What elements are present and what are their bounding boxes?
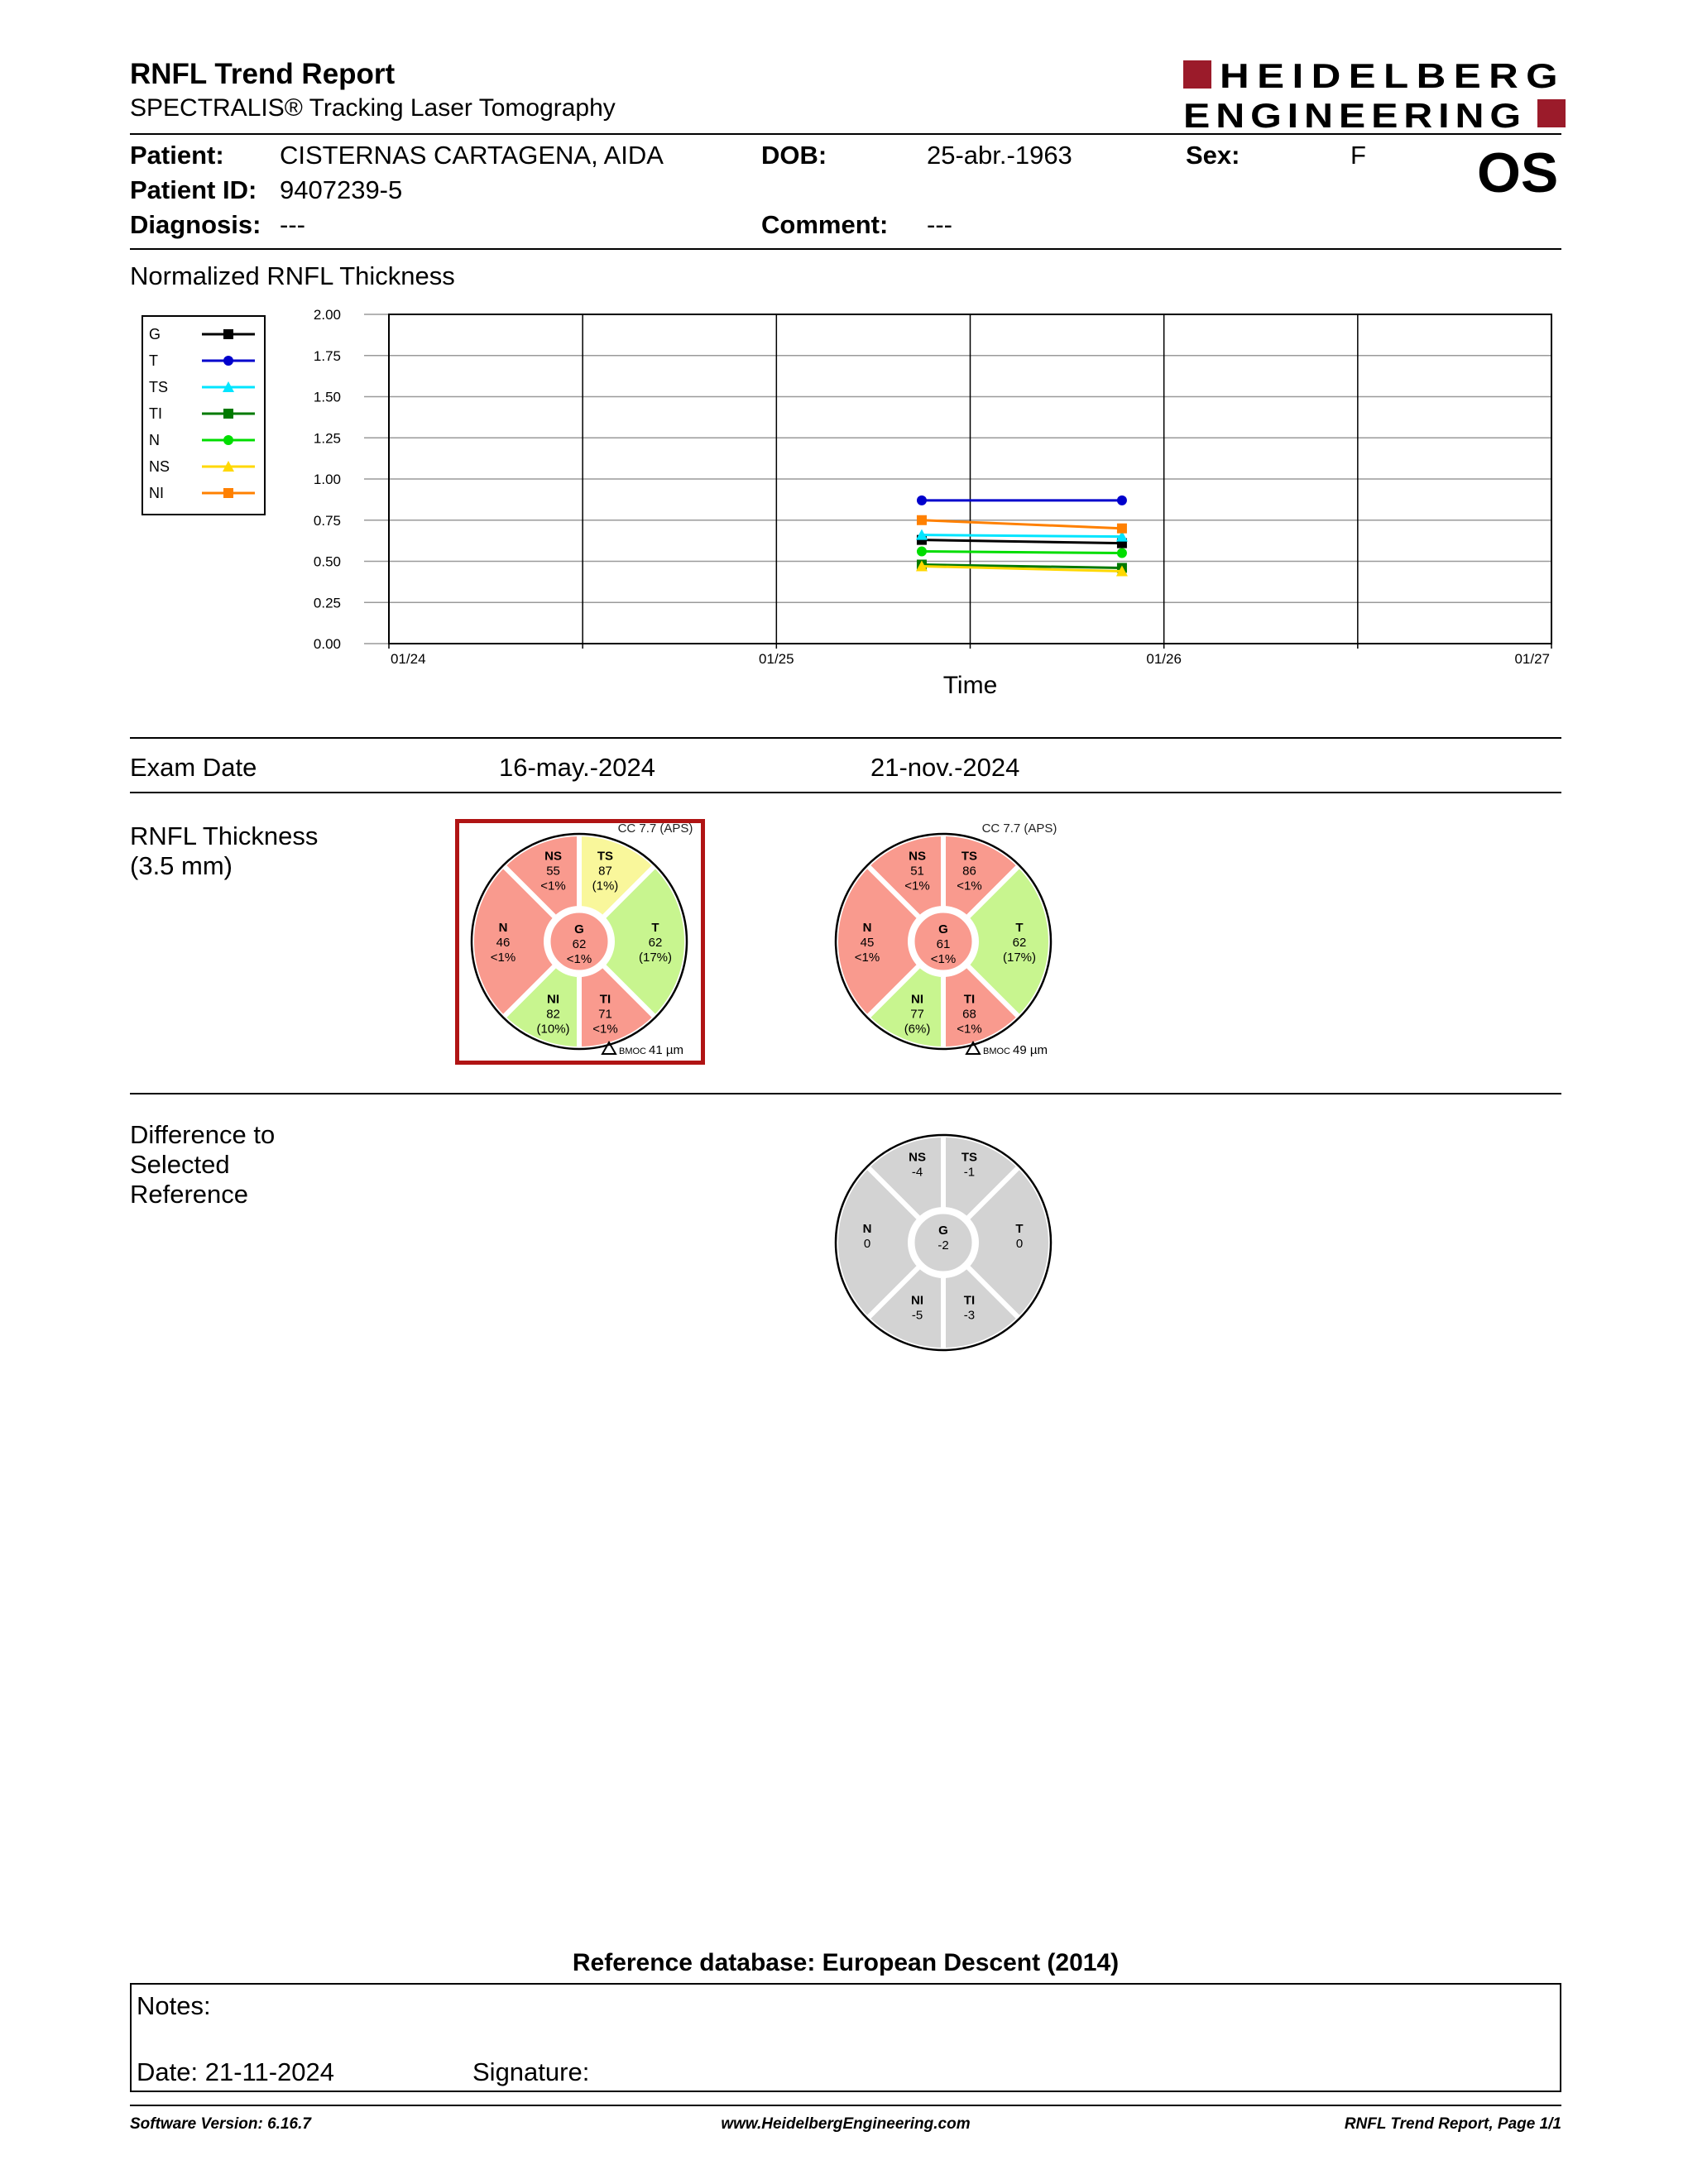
y-tick-label: 1.00 xyxy=(313,472,341,487)
data-point-t xyxy=(1117,496,1127,505)
sector-value-g: 61 xyxy=(936,937,951,951)
sector-percentile-g: <1% xyxy=(930,952,957,966)
sector-value-ni: 82 xyxy=(546,1007,560,1022)
difference-wheel xyxy=(827,1133,1076,1382)
legend-label: TS xyxy=(149,379,169,395)
difference-label-2: Selected xyxy=(130,1150,230,1179)
sector-name-n: N xyxy=(498,921,508,935)
y-tick-label: 1.50 xyxy=(313,389,341,405)
chart-title: Normalized RNFL Thickness xyxy=(130,261,455,290)
dob-value: 25-abr.-1963 xyxy=(927,141,1072,170)
sector-value-ts: 87 xyxy=(598,864,612,879)
y-tick-label: 1.75 xyxy=(313,347,341,364)
series-line-n xyxy=(922,552,1122,553)
patient-label: Patient: xyxy=(130,141,224,170)
heidelberg-logo xyxy=(1183,58,1568,134)
sector-value-g: -2 xyxy=(938,1238,949,1252)
bmoc-value: 41 µm xyxy=(649,1043,683,1057)
legend-label: NS xyxy=(149,458,170,475)
y-tick-label: 0.25 xyxy=(313,595,341,611)
legend-marker xyxy=(223,488,233,498)
sector-name-ns: NS xyxy=(544,849,562,864)
logo-line2: ENGINEERING xyxy=(1183,96,1527,134)
sector-value-ti: 68 xyxy=(962,1007,976,1022)
sector-percentile-ts: <1% xyxy=(957,879,982,893)
sector-name-g: G xyxy=(574,922,584,936)
sector-percentile-ni: (6%) xyxy=(904,1022,931,1037)
patient-id-value: 9407239-5 xyxy=(280,175,403,204)
sector-value-ts: 86 xyxy=(962,864,976,879)
legend-label: NI xyxy=(149,485,164,501)
patient-name: CISTERNAS CARTAGENA, AIDA xyxy=(280,141,664,170)
cc-quality-label: CC 7.7 (APS) xyxy=(981,821,1057,836)
sector-percentile-ti: <1% xyxy=(592,1022,618,1037)
report-subtitle: SPECTRALIS® Tracking Laser Tomography xyxy=(130,94,616,122)
data-point-t xyxy=(917,496,927,505)
legend-label: G xyxy=(149,326,161,342)
legend-marker xyxy=(223,356,233,366)
page-number: RNFL Trend Report, Page 1/1 xyxy=(1344,2115,1561,2133)
sector-name-n: N xyxy=(862,1222,872,1236)
sector-value-ts: -1 xyxy=(963,1165,976,1180)
sector-percentile-t: (17%) xyxy=(1002,951,1037,965)
series-line-g xyxy=(922,540,1122,544)
logo-square-bottom xyxy=(1537,99,1566,127)
sector-percentile-ns: <1% xyxy=(540,879,566,893)
date-label: Date: 21-11-2024 xyxy=(137,2057,334,2086)
sector-name-ni: NI xyxy=(911,992,924,1007)
series-line-ts xyxy=(922,535,1122,537)
logo-line1: HEIDELBERG xyxy=(1220,58,1566,95)
trend-chart xyxy=(124,298,1572,711)
exam-date-1: 16-may.-2024 xyxy=(499,753,655,782)
difference-label-3: Reference xyxy=(130,1180,249,1209)
diagnosis-label: Diagnosis: xyxy=(130,210,261,239)
difference-label-1: Difference to xyxy=(130,1120,276,1149)
sector-name-ti: TI xyxy=(963,992,976,1007)
sector-name-t: T xyxy=(1015,921,1024,935)
sector-percentile-n: <1% xyxy=(854,951,880,965)
logo-square-top xyxy=(1183,60,1211,89)
sector-percentile-g: <1% xyxy=(566,952,592,966)
sector-percentile-ni: (10%) xyxy=(536,1022,570,1037)
sector-value-ns: 55 xyxy=(546,864,560,879)
sector-percentile-ns: <1% xyxy=(904,879,930,893)
comment-label: Comment: xyxy=(761,210,889,239)
x-tick-label: 01/25 xyxy=(759,651,794,667)
reference-database: Reference database: European Descent (2014) xyxy=(572,1949,1120,1976)
sector-name-n: N xyxy=(862,921,872,935)
comment-value: --- xyxy=(927,210,952,239)
data-point-n xyxy=(1117,548,1127,558)
sector-value-ti: 71 xyxy=(598,1007,612,1022)
sector-name-ts: TS xyxy=(961,849,978,864)
legend-marker xyxy=(223,435,233,445)
sector-value-g: 62 xyxy=(572,937,587,951)
sector-value-t: 62 xyxy=(648,936,663,950)
x-tick-label: 01/24 xyxy=(391,651,426,667)
y-tick-label: 1.25 xyxy=(313,430,341,447)
sector-value-ns: -4 xyxy=(911,1165,923,1180)
sector-percentile-ts: (1%) xyxy=(592,879,619,893)
report-title: RNFL Trend Report xyxy=(130,58,396,90)
sector-percentile-ti: <1% xyxy=(957,1022,982,1037)
y-tick-label: 0.00 xyxy=(313,636,341,652)
bmoc-label: BMOC xyxy=(983,1046,1010,1056)
sector-value-n: 0 xyxy=(863,1237,871,1251)
sector-percentile-n: <1% xyxy=(490,951,516,965)
sector-value-ni: -5 xyxy=(911,1308,923,1323)
patient-id-label: Patient ID: xyxy=(130,175,257,204)
legend-marker xyxy=(223,409,233,419)
cc-quality-label: CC 7.7 (APS) xyxy=(617,821,693,836)
y-tick-label: 0.50 xyxy=(313,553,341,570)
diagnosis-value: --- xyxy=(280,210,305,239)
y-tick-label: 0.75 xyxy=(313,512,341,529)
legend-label: N xyxy=(149,432,160,448)
sector-name-ni: NI xyxy=(547,992,560,1007)
software-version: Software Version: 6.16.7 xyxy=(130,2115,311,2133)
bmoc-value: 49 µm xyxy=(1013,1043,1048,1057)
legend-label: TI xyxy=(149,405,162,422)
sector-value-ns: 51 xyxy=(910,864,924,879)
sector-value-n: 45 xyxy=(860,936,875,950)
legend-label: T xyxy=(149,352,158,369)
rnfl-wheel-exam-1[interactable] xyxy=(463,819,712,1067)
sector-name-g: G xyxy=(938,1224,948,1238)
sector-name-t: T xyxy=(651,921,659,935)
data-point-n xyxy=(917,547,927,557)
sector-name-ts: TS xyxy=(597,849,614,864)
notes-box[interactable] xyxy=(130,1983,1561,2092)
sector-name-ti: TI xyxy=(599,992,611,1007)
signature-label: Signature: xyxy=(472,2057,590,2086)
legend-marker xyxy=(223,329,233,339)
x-tick-label: 01/27 xyxy=(1514,651,1550,667)
y-tick-label: 2.00 xyxy=(313,307,341,323)
sex-label: Sex: xyxy=(1186,141,1240,170)
sector-percentile-t: (17%) xyxy=(638,951,673,965)
exam-date-2: 21-nov.-2024 xyxy=(870,753,1020,782)
rnfl-wheel-exam-2[interactable] xyxy=(827,819,1101,1067)
sector-name-ns: NS xyxy=(909,1150,926,1165)
sector-value-t: 0 xyxy=(1015,1237,1024,1251)
series-line-ni xyxy=(922,520,1122,529)
rnfl-label-1: RNFL Thickness xyxy=(130,821,319,850)
sector-name-ts: TS xyxy=(961,1150,978,1165)
notes-label: Notes: xyxy=(137,1991,211,2020)
sex-value: F xyxy=(1350,141,1366,170)
sector-value-ti: -3 xyxy=(963,1308,976,1323)
rnfl-label-2: (3.5 mm) xyxy=(130,851,233,880)
x-axis-label: Time xyxy=(942,672,998,699)
eye-laterality: OS xyxy=(1477,141,1559,204)
website-link[interactable]: www.HeidelbergEngineering.com xyxy=(721,2115,971,2133)
exam-date-label: Exam Date xyxy=(130,753,257,782)
sector-value-n: 46 xyxy=(496,936,511,950)
sector-name-ti: TI xyxy=(963,1293,976,1308)
x-tick-label: 01/26 xyxy=(1146,651,1182,667)
bmoc-label: BMOC xyxy=(619,1046,646,1056)
sector-name-ni: NI xyxy=(911,1293,924,1308)
data-point-ni xyxy=(917,515,927,525)
sector-value-t: 62 xyxy=(1012,936,1027,950)
data-point-ni xyxy=(1117,524,1127,534)
sector-value-ni: 77 xyxy=(910,1007,924,1022)
dob-label: DOB: xyxy=(761,141,827,170)
sector-name-t: T xyxy=(1015,1222,1024,1236)
sector-name-ns: NS xyxy=(909,849,926,864)
sector-name-g: G xyxy=(938,922,948,936)
